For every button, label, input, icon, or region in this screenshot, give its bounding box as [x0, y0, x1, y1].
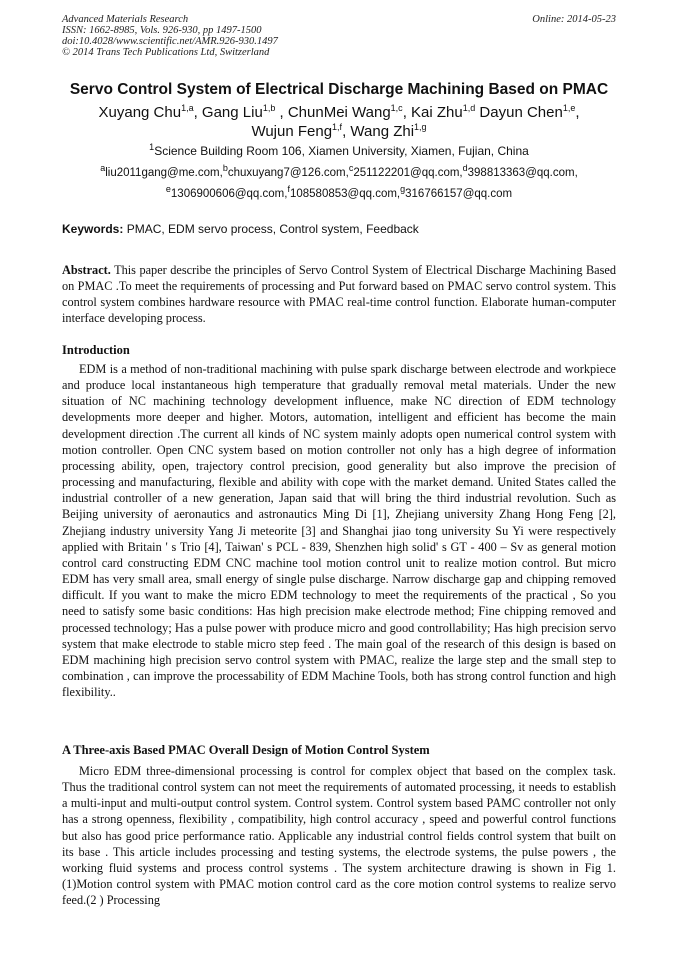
- paper-title: Servo Control System of Electrical Discharge Machining Based on PMAC: [69, 81, 609, 98]
- author: Kai Zhu$^{1,d}$: [411, 103, 476, 121]
- email-link[interactable]: 1306900606@qq.com,: [170, 188, 288, 200]
- copyright: © 2014 Trans Tech Publications Ltd, Switzerland: [62, 47, 270, 58]
- author-emails: $^a$liu2011gang@me.com,$^b$chuxuyang7@126.com,$^c$251122201@qq.com,$^d$398813363@qq.com, $^e$1306900606@qq.com,$^f$108580853@qq.com,$^g$316766157@qq.com: [100, 163, 578, 200]
- doi: doi:10.4028/www.scientific.net/AMR.926-930.1497: [62, 36, 278, 47]
- abstract: [62, 262, 616, 327]
- author: Wang Zhi$^{1,g}$: [350, 122, 427, 140]
- author: Gang Liu$^{1,b}$ ,: [201, 103, 288, 121]
- author-list: [40, 103, 638, 141]
- email-link[interactable]: chuxuyang7@126.com,: [227, 167, 349, 179]
- running-header: [62, 14, 616, 58]
- email-link[interactable]: liu2011gang@me.com,: [105, 167, 223, 179]
- design-paragraph: Micro EDM three-dimensional processing is control for complex object that based on the complex task. Thus the traditional control system can not meet the requirements of automated processing, it needs to establish a multi-input and multi-output control system. Control system. Control system based PAMC controller not only has a strong openness, flexibility , compatibility, high control accuracy , speed and powerful control functions but also has good price performance ratio. Applicable any industrial control fields control system that built on its base . This article includes processing and testing systems, the electrode systems, the pulse powers , the working fluid systems and process control systems . The system architecture drawing is shown in Fig 1. (1)Motion control system with PMAC motion control card as the core motion control systems to realize servo feed.(2 ) Processing: [62, 764, 616, 908]
- section-heading-introduction: Introduction: [62, 343, 130, 357]
- author: Wujun Feng$^{1,f}$,: [251, 122, 351, 140]
- section-heading-design: A Three-axis Based PMAC Overall Design of Motion Control System: [62, 743, 430, 757]
- affiliation: $^1$Science Building Room 106, Xiamen University, Xiamen, Fujian, China: [149, 142, 529, 158]
- email-link[interactable]: 251122201@qq.com,: [353, 167, 463, 179]
- email-link[interactable]: 108580853@qq.com,: [289, 188, 401, 200]
- journal-name: Advanced Materials Research: [62, 14, 189, 25]
- abstract-text: This paper describe the principles of Servo Control System of Electrical Discharge Machining Based on PMAC .To meet the requirements of processing and Put forward based on PMAC servo control system. This control system combines hardware resource with PMAC real-time control function. Elaborate human-computer interface developing process.: [62, 263, 616, 326]
- author: ChunMei Wang$^{1,c}$,: [287, 103, 412, 121]
- abstract-label: Abstract.: [62, 263, 111, 277]
- issn: ISSN: 1662-8985, Vols. 926-930, pp 1497-1500: [62, 25, 262, 36]
- author: Dayun Chen$^{1,e}$,: [479, 103, 580, 121]
- email-link[interactable]: 316766157@qq.com: [405, 188, 513, 200]
- email-link[interactable]: 398813363@qq.com,: [467, 167, 578, 179]
- keywords: [62, 221, 616, 237]
- online-date: Online: 2014-05-23: [532, 14, 616, 25]
- author: Xuyang Chu$^{1,a}$,: [98, 103, 202, 121]
- introduction-paragraph: EDM is a method of non-traditional machining with pulse spark discharge between electrode and workpiece and produce local instantaneous high temperature that gradually removal metal materials. Under the new situation of NC machining technology development influence, make NC direction of EDM technology developments more deeper and higher. Motors, automation, intelligent and efficient has become the main development direction .The current all kinds of NC system mainly adopts open numerical control system with motion controller. Open CNC system based on motion controller not only has a high degree of information processing ability, open, trajectory control precision, good generality but also improve the precision of processing and manufacturing, flexible and ability with cope with the market demand. United States called the industrial controller of a new generation, Japan said that will bring the third industrial revolution. Such as Beijing university of aeronautics and astronautics Ming Di [1], Zhejiang university Zhang Hong Feng [2], Zhejiang industry university Yang Ji meteorite [3] and Shanghai jiao tong university Su Yi were respectively applied with Britain ' s Trio [4], Taiwan' s PCL - 839, Shenzhen high solid' s GT - 400 – Sv as general motion control card constructing EDM CNC machine tool motion control unit to realize motion control. But micro EDM has very small area, small energy of single pulse discharge. Narrow discharge gap and chipping removed difficult. If you want to make the micro EDM technology to meet the requirements of the practical , So you need to satisfy some basic conditions: Has high precision make electrode method; Fine chipping removed and processed technology; Has a pulse power with produce micro and good controllability; Has high precision servo system that make electrode to stable micro step feed . The main goal of the research of this design is based on EDM machining high precision servo control system with PMAC, realize the large step and the small step to combination , can improve the processability of EDM Machine Tools, both has strong control function and high flexibility..: [62, 362, 616, 700]
- keywords-label: Keywords:: [62, 222, 124, 236]
- keywords-text: PMAC, EDM servo process, Control system, Feedback: [126, 222, 419, 236]
